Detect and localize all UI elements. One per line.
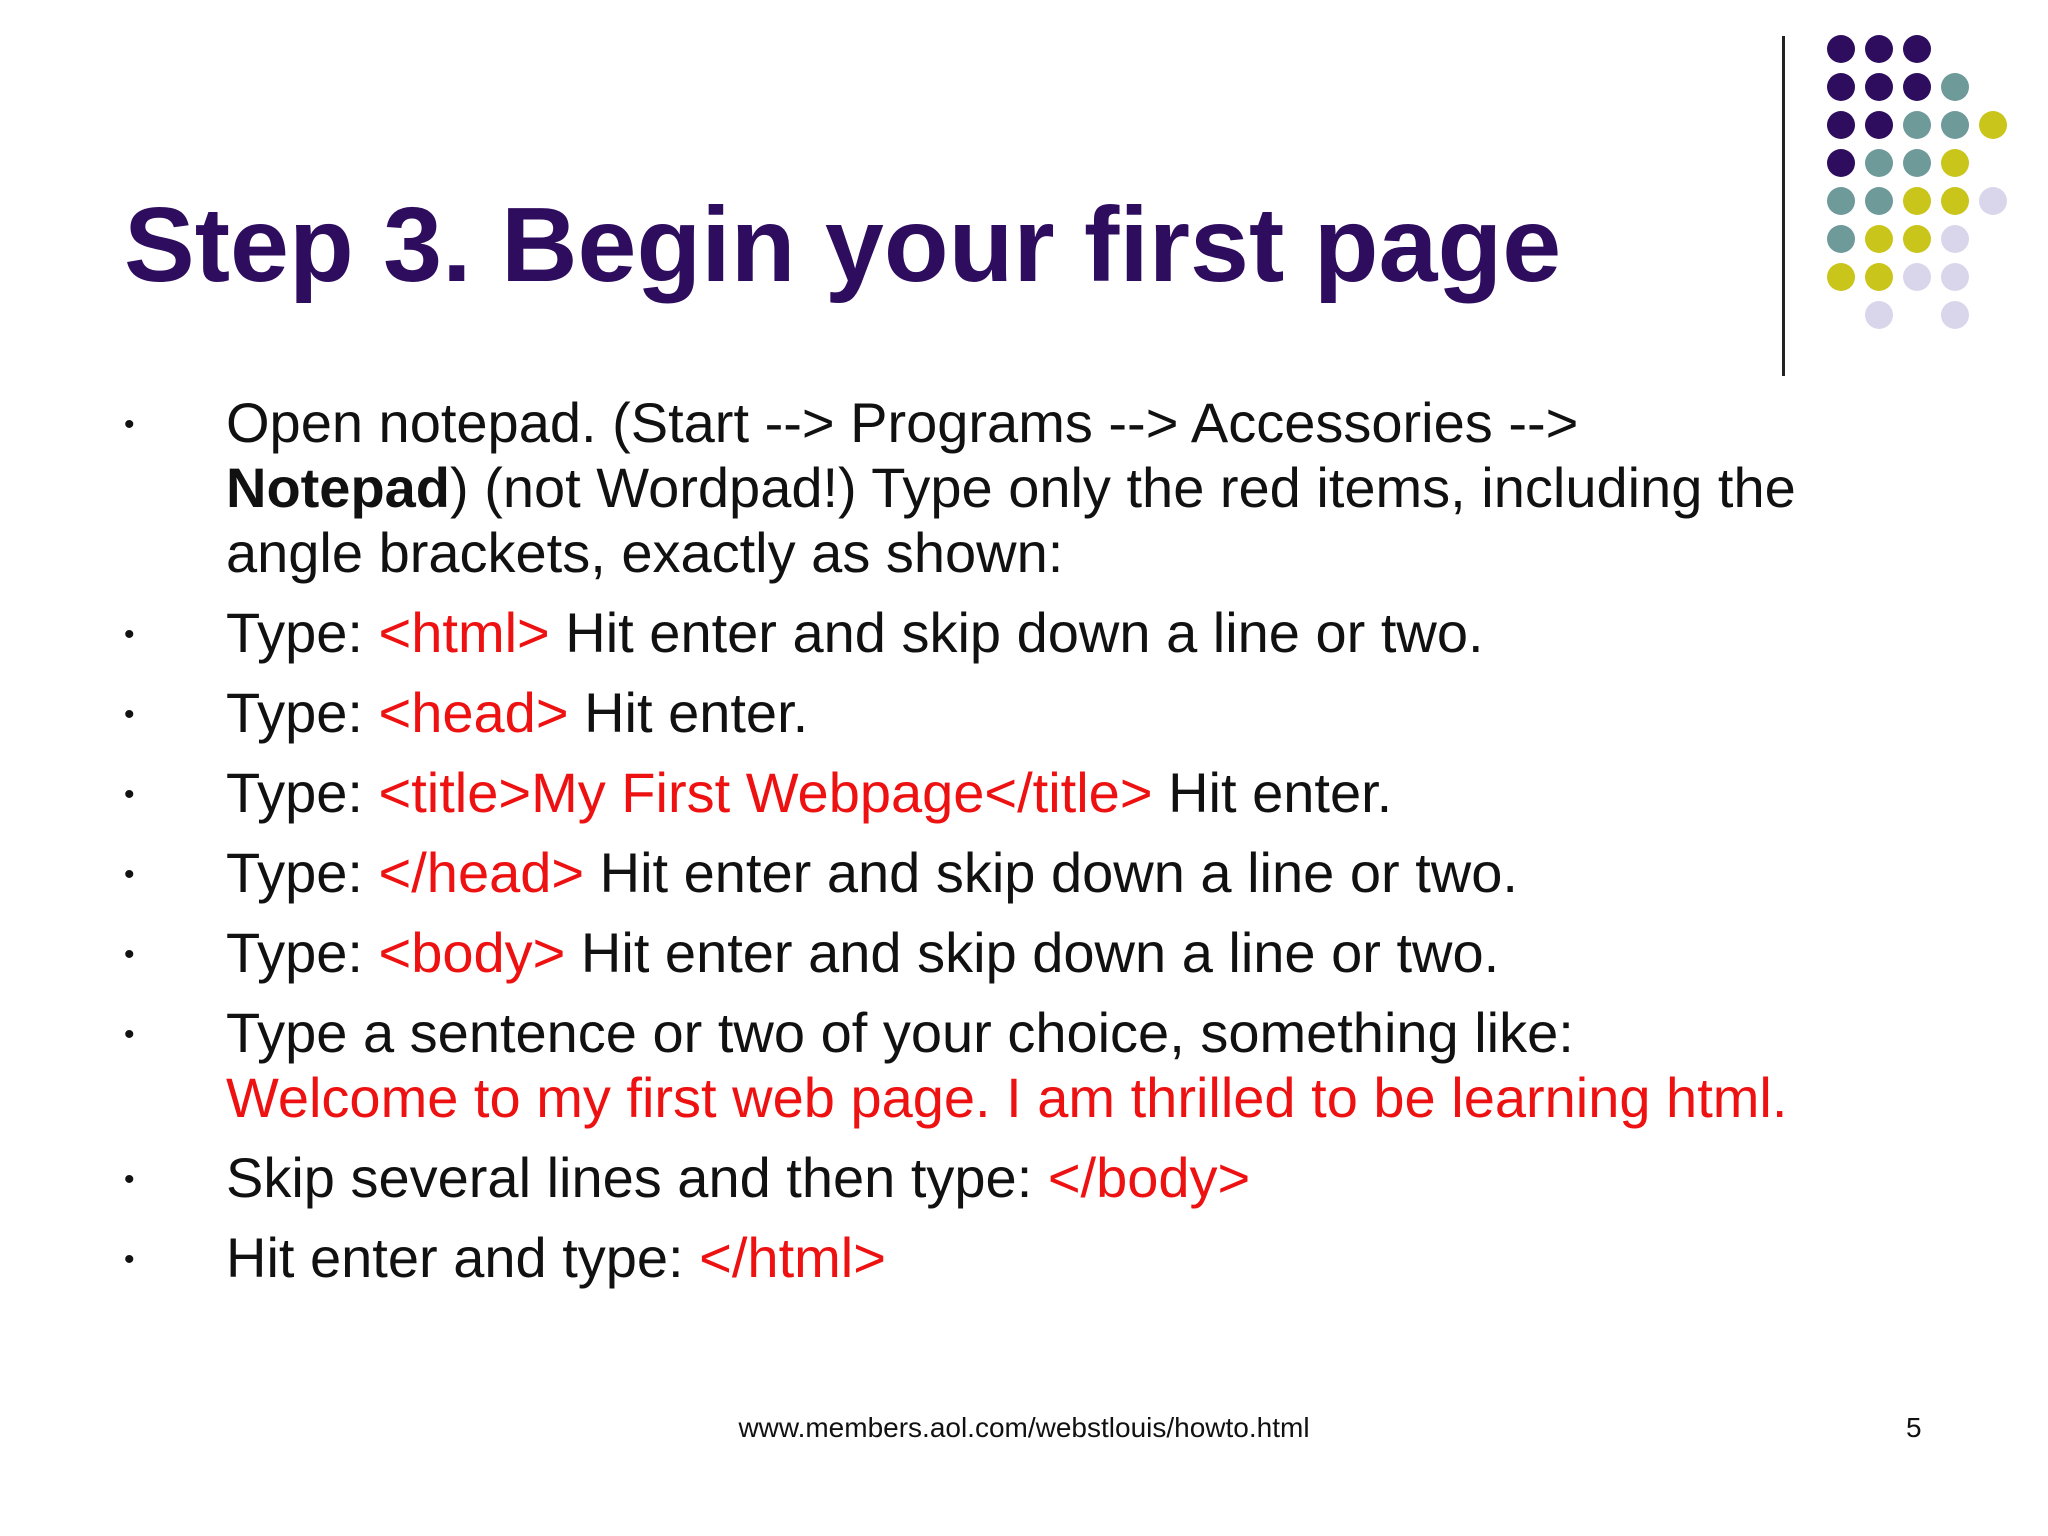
bullet-text xyxy=(226,1145,1946,1210)
decorative-dot xyxy=(1827,111,1855,139)
bullet-prefix: Type: xyxy=(226,841,379,904)
decorative-dot xyxy=(1865,187,1893,215)
bullet-text xyxy=(226,680,1946,745)
decorative-dot xyxy=(1903,187,1931,215)
slide-title: Step 3. Begin your first page xyxy=(124,186,1562,304)
decorative-dot xyxy=(1941,149,1969,177)
bullet-text xyxy=(226,390,1946,585)
decorative-dot xyxy=(1941,301,1969,329)
bullet-suffix: Hit enter. xyxy=(568,681,809,744)
decorative-dot xyxy=(1827,263,1855,291)
bullet-marker: • xyxy=(124,858,135,891)
bullet-text xyxy=(226,1225,1946,1290)
decorative-dot xyxy=(1827,35,1855,63)
bullet-prefix: Type: xyxy=(226,681,379,744)
decorative-dot xyxy=(1865,301,1893,329)
bullet-text xyxy=(226,760,1946,825)
decorative-dot xyxy=(1827,187,1855,215)
decorative-dot xyxy=(1979,187,2007,215)
code-text: Welcome to my first web page. I am thrilled to be learning html. xyxy=(226,1066,1788,1129)
bullet-prefix: Hit enter and type: xyxy=(226,1226,700,1289)
bullet-rest: ) (not Wordpad!) Type only the red items, including the angle brackets, exactly as shown: xyxy=(226,456,1796,584)
bullet-prefix: Type: xyxy=(226,601,379,664)
decorative-dot xyxy=(1903,225,1931,253)
decorative-dot xyxy=(1865,225,1893,253)
code-text: <title>My First Webpage</title> xyxy=(378,761,1153,824)
code-text: <html> xyxy=(378,601,550,664)
decorative-dot xyxy=(1941,263,1969,291)
decorative-dot xyxy=(1941,73,1969,101)
bullet-text xyxy=(226,1000,1946,1130)
code-text: </head> xyxy=(378,841,585,904)
code-text: </html> xyxy=(699,1226,886,1289)
bold-text: Notepad xyxy=(226,456,450,519)
code-text: <body> xyxy=(378,921,566,984)
bullet-line: Open notepad. (Start --> Programs --> Accessories --> xyxy=(226,391,1579,454)
bullet-marker: • xyxy=(124,1163,135,1196)
decorative-dot xyxy=(1941,187,1969,215)
decorative-dot xyxy=(1865,263,1893,291)
decorative-dot xyxy=(1903,73,1931,101)
bullet-marker: • xyxy=(124,698,135,731)
bullet-prefix: Type: xyxy=(226,761,379,824)
decorative-dot xyxy=(1827,225,1855,253)
decorative-dot xyxy=(1827,73,1855,101)
bullet-prefix: Skip several lines and then type: xyxy=(226,1146,1048,1209)
bullet-marker: • xyxy=(124,618,135,651)
footer-url: www.members.aol.com/webstlouis/howto.html xyxy=(738,1412,1310,1443)
decorative-dot xyxy=(1941,111,1969,139)
decorative-dot xyxy=(1865,149,1893,177)
divider-line xyxy=(1782,36,1785,376)
decorative-dot xyxy=(1903,35,1931,63)
bullet-prefix: Type: xyxy=(226,921,379,984)
decorative-dot xyxy=(1865,73,1893,101)
decorative-dot xyxy=(1865,35,1893,63)
bullet-suffix: Hit enter and skip down a line or two. xyxy=(565,921,1500,984)
bullet-text xyxy=(226,920,1946,985)
decorative-dot xyxy=(1903,263,1931,291)
bullet-marker: • xyxy=(124,938,135,971)
bullet-suffix: Hit enter and skip down a line or two. xyxy=(549,601,1484,664)
bullet-text xyxy=(226,840,1946,905)
code-text: </body> xyxy=(1047,1146,1251,1209)
decorative-dot xyxy=(1941,225,1969,253)
decorative-dot xyxy=(1903,111,1931,139)
bullet-marker: • xyxy=(124,778,135,811)
bullet-text xyxy=(226,600,1946,665)
page-number: 5 xyxy=(1906,1412,1922,1443)
code-text: <head> xyxy=(378,681,569,744)
decorative-dot xyxy=(1979,111,2007,139)
bullet-suffix: Hit enter. xyxy=(1152,761,1393,824)
decorative-dot xyxy=(1827,149,1855,177)
bullet-marker: • xyxy=(124,1243,135,1276)
decorative-dot xyxy=(1865,111,1893,139)
bullet-marker: • xyxy=(124,408,135,441)
decorative-dot xyxy=(1903,149,1931,177)
bullet-prefix: Type a sentence or two of your choice, something like: xyxy=(226,1001,1574,1064)
bullet-marker: • xyxy=(124,1018,135,1051)
bullet-suffix: Hit enter and skip down a line or two. xyxy=(584,841,1518,904)
